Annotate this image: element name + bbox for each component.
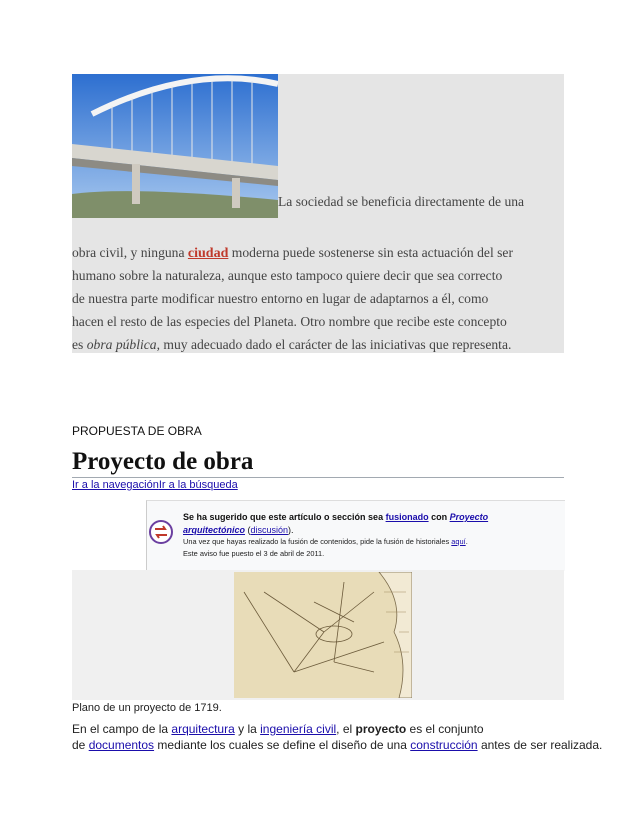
- paragraph-line-1: En el campo de la arquitectura y la ingeniería civil, el proyecto es el conjunto: [72, 722, 484, 736]
- image-caption: Plano de un proyecto de 1719.: [72, 702, 222, 714]
- notice-date: Este aviso fue puesto el 3 de abril de 2011.: [183, 549, 325, 558]
- intro-line-2: obra civil, y ninguna ciudad moderna puede sostenerse sin esta actuación del ser: [72, 245, 513, 261]
- title-divider: [72, 477, 564, 478]
- intro-line-4: de nuestra parte modificar nuestro entorno en lugar de adaptarnos a él, como: [72, 291, 489, 306]
- jump-links: [72, 479, 238, 491]
- proyecto-arquitectonico-link[interactable]: Proyecto arquitectónico: [183, 512, 489, 535]
- merge-icon: [146, 500, 180, 570]
- bridge-photo: [72, 74, 278, 218]
- construccion-link[interactable]: construcción: [410, 738, 478, 752]
- notice-instruction: Una vez que hayas realizado la fusión de contenidos, pide la fusión de historiales aquí.: [183, 537, 468, 546]
- page-title: Proyecto de obra: [72, 448, 254, 475]
- intro-line-3: humano sobre la naturaleza, aunque esto tampoco quiere decir que sea correcto: [72, 268, 503, 283]
- intro-line-5: hacen el resto de las especies del Planeta. Otro nombre que recibe este concepto: [72, 314, 507, 329]
- notice-message: Se ha sugerido que este artículo o sección sea fusionado con Proyecto arquitectónico (discusión).: [183, 512, 489, 535]
- ciudad-link[interactable]: ciudad: [187, 246, 229, 261]
- section-label: PROPUESTA DE OBRA: [72, 424, 202, 438]
- ingenieria-civil-link[interactable]: ingeniería civil: [260, 722, 337, 736]
- goto-navigation-link[interactable]: Ir a la navegación: [72, 479, 159, 491]
- plan-drawing-image: [234, 572, 412, 698]
- documentos-link[interactable]: documentos: [88, 738, 155, 752]
- fusionado-link[interactable]: fusionado: [385, 512, 429, 522]
- intro-line-1: La sociedad se beneficia directamente de una: [278, 194, 525, 209]
- intro-line-6: es obra pública, muy adecuado dado el carácter de las iniciativas que representa.: [72, 337, 512, 352]
- paragraph-line-2: de documentos mediante los cuales se define el diseño de una construcción antes de ser realizada.: [72, 738, 603, 752]
- discusion-link[interactable]: discusión: [250, 525, 289, 535]
- aqui-link[interactable]: aquí: [451, 537, 466, 546]
- goto-search-link[interactable]: Ir a la búsqueda: [158, 479, 238, 491]
- arquitectura-link[interactable]: arquitectura: [171, 722, 235, 736]
